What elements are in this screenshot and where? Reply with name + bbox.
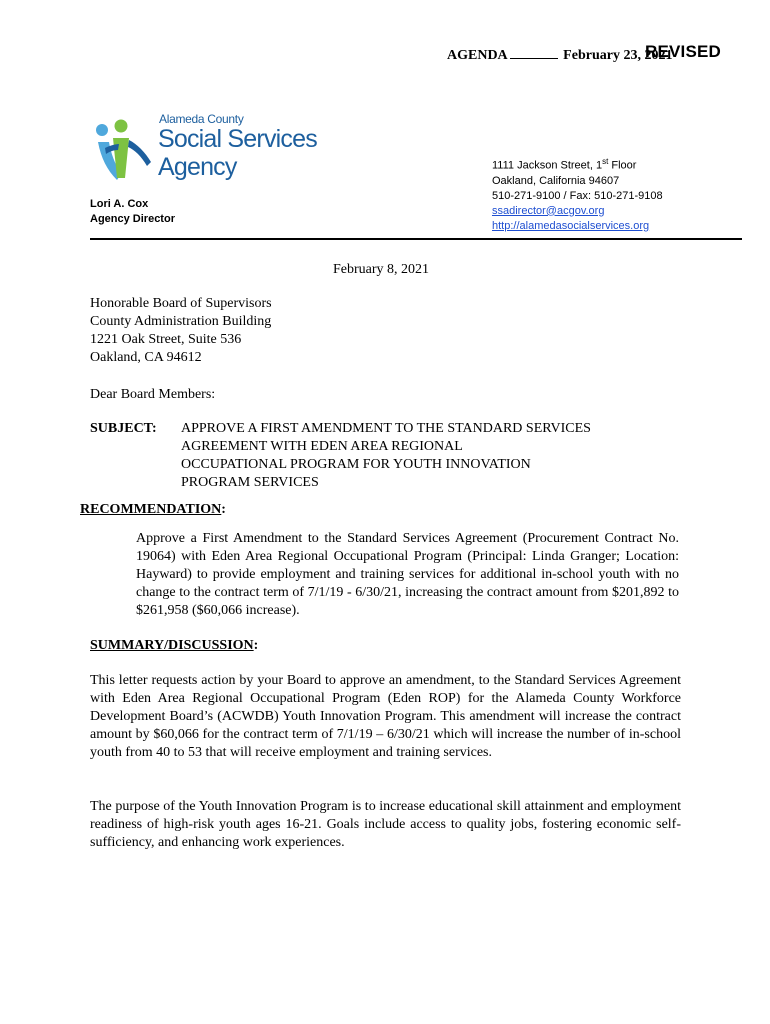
summary-paragraph-1: This letter requests action by your Board to approve an amendment, to the Standard Services Agreement with Eden Area Regional Occupational Program (Eden ROP) for the Alameda County Workforce Development Board’s (ACWDB) Youth Innovation Program. This amendment will increase the contract amount by $60,066 for the contract term of 7/1/19 – 6/30/21 which will increase the number of in-school youth from 40 to 53 that will receive employment and training services.: [90, 673, 681, 760]
recommendation-heading: RECOMMENDATION:: [80, 502, 226, 517]
summary-paragraph-2: The purpose of the Youth Innovation Program is to increase educational skill attainment and employment readiness of high-risk youth ages 16-21. Goals include access to quality jobs, fostering economic self-sufficiency, and enhancing work experiences.: [90, 799, 681, 850]
agenda-date: February 23, 2021: [563, 48, 673, 63]
director-name: Lori A. Cox: [90, 198, 149, 210]
agenda-blank: [510, 46, 558, 59]
header-divider: [90, 238, 742, 240]
logo-agency-name-line2: Agency: [158, 153, 237, 181]
recipient-line: 1221 Oak Street, Suite 536: [90, 332, 242, 347]
subject-text: [181, 420, 651, 492]
agency-address-block: [492, 154, 663, 234]
subject-line: OCCUPATIONAL PROGRAM FOR YOUTH INNOVATION: [181, 457, 531, 472]
recipient-line: County Administration Building: [90, 314, 272, 329]
email-link[interactable]: ssadirector@acgov.org: [492, 204, 605, 217]
recipient-line: Honorable Board of Supervisors: [90, 296, 272, 311]
address-street: 1111 Jackson Street, 1st Floor: [492, 157, 637, 172]
salutation: Dear Board Members:: [90, 387, 216, 402]
subject-label: SUBJECT:: [90, 421, 157, 436]
subject-line: APPROVE A FIRST AMENDMENT TO THE STANDARD SERVICES: [181, 421, 591, 436]
address-city: Oakland, California 94607: [492, 174, 620, 187]
agenda-line: [447, 46, 672, 64]
logo-agency-name-line1: Social Services: [158, 125, 317, 153]
logo-county-text: Alameda County: [159, 112, 244, 126]
summary-heading: SUMMARY/DISCUSSION:: [90, 638, 259, 653]
director-title: Agency Director: [90, 213, 175, 225]
recipient-line: Oakland, CA 94612: [90, 350, 202, 365]
subject-line: AGREEMENT WITH EDEN AREA REGIONAL: [181, 439, 463, 454]
address-phone: 510-271-9100 / Fax: 510-271-9108: [492, 189, 663, 202]
agenda-label: AGENDA: [447, 48, 508, 63]
subject-line: PROGRAM SERVICES: [181, 475, 319, 490]
agency-logo-icon: [95, 118, 157, 182]
letter-date: February 8, 2021: [333, 262, 430, 277]
revised-stamp: REVISED: [645, 42, 722, 61]
website-link[interactable]: http://alamedasocialservices.org: [492, 219, 650, 232]
recipient-address: [90, 295, 272, 367]
recommendation-text: Approve a First Amendment to the Standard Services Agreement (Procurement Contract No. 19064) with Eden Area Regional Occupational Program (Principal: Linda Granger; Location: Hayward) to provide employment and training services for additional in-school youth with no change to the contract term of 7/1/19 - 6/30/21, increasing the contract amount from $201,892 to $261,958 ($60,066 increase).: [136, 531, 679, 618]
director-block: [90, 197, 175, 227]
